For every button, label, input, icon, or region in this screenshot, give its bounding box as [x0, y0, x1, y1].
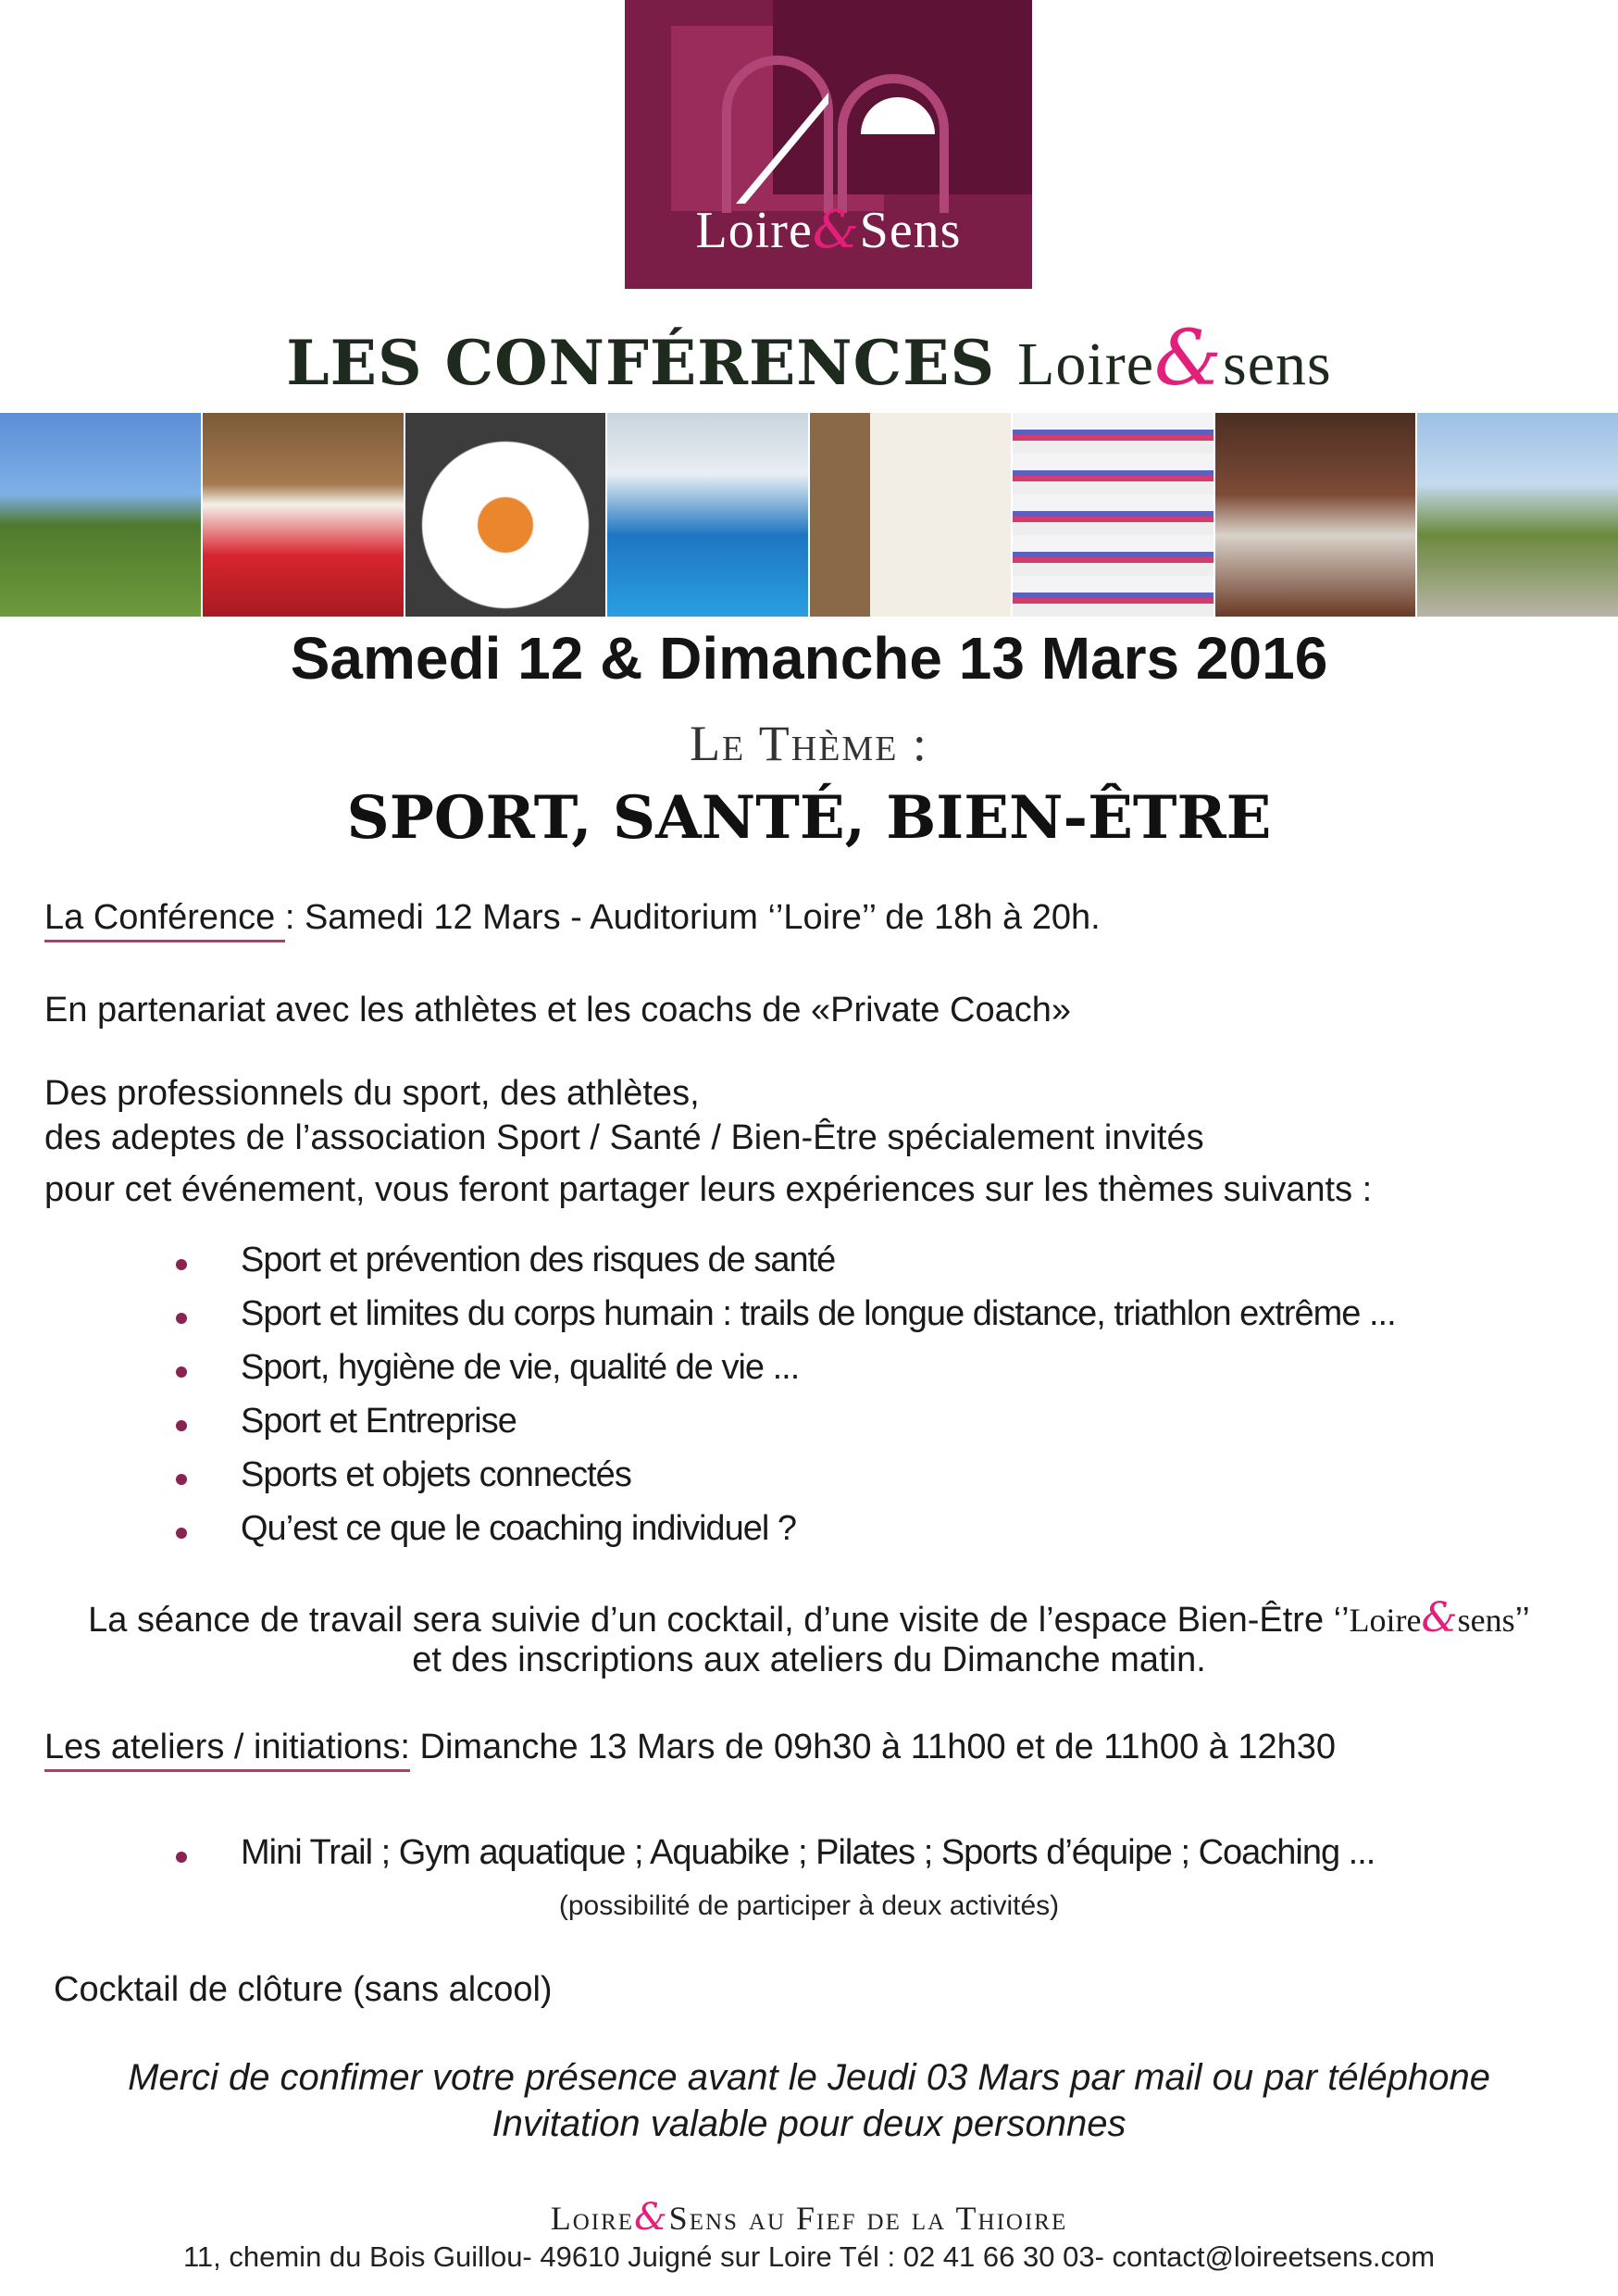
intro-line-2: des adeptes de l’association Sport / Santé / Bien-Être spécialement invités: [44, 1118, 1204, 1157]
conference-details: : Samedi 12 Mars - Auditorium ‘’Loire’’ de 18h à 20h.: [284, 898, 1101, 937]
conference-label: La Conférence: [44, 898, 285, 942]
list-item: Mini Trail ; Gym aquatique ; Aquabike ; Pilates ; Sports d’équipe ; Coaching ...: [176, 1833, 1375, 1887]
logo-word-2: Sens: [859, 202, 962, 259]
title-text: LES CONFÉRENCES: [286, 327, 996, 399]
hotel-room-photo: [810, 413, 1011, 617]
list-item: Sports et objets connectés: [176, 1455, 1396, 1509]
ateliers-label: Les ateliers / initiations:: [44, 1728, 410, 1772]
followup-prefix: La séance de travail sera suivie d’un cocktail, d’une visite de l’espace Bien-Être ‘’: [88, 1601, 1350, 1640]
closing-cocktail: Cocktail de clôture (sans alcool): [54, 1970, 553, 2009]
theme-list: [176, 1241, 1396, 1563]
followup-brand-word-1: Loire: [1349, 1602, 1422, 1639]
conference-line: [44, 898, 1101, 938]
followup-ampersand: &: [1421, 1594, 1458, 1641]
contact-line: 11, chemin du Bois Guillou- 49610 Juigné sur Loire Tél : 02 41 66 30 03- contact@loireetsens.com: [182, 2240, 1436, 2273]
followup-line-2: et des inscriptions aux ateliers du Dimanche matin.: [412, 1641, 1206, 1679]
list-item: Sport et limites du corps humain : trails de longue distance, triathlon extrême ...: [176, 1294, 1396, 1348]
exterior-building-photo: [0, 413, 201, 617]
title-brand: [1017, 315, 1332, 403]
title-brand-word-1: Loire: [1017, 331, 1155, 398]
followup-brand: [1349, 1594, 1515, 1641]
page-title: [0, 315, 1618, 403]
ateliers-details: Dimanche 13 Mars de 09h30 à 11h00 et de 11h00 à 12h30: [409, 1728, 1336, 1766]
ateliers-line: [44, 1728, 1336, 1767]
logo-wordmark: [625, 200, 1032, 260]
theme-title: SPORT, SANTÉ, BIEN-ÊTRE: [346, 783, 1272, 853]
list-item: Qu’est ce que le coaching individuel ?: [176, 1509, 1396, 1563]
partnership-line: En partenariat avec les athlètes et les coachs de «Private Coach»: [44, 991, 1071, 1029]
theme-label: Le Thème :: [690, 716, 928, 771]
list-item: Sport et Entreprise: [176, 1402, 1396, 1455]
auditorium-seats-photo: [1013, 413, 1214, 617]
logo-ampersand: &: [812, 200, 860, 260]
photo-strip: [0, 413, 1618, 617]
followup-brand-word-2: sens: [1457, 1602, 1515, 1639]
logo-arch-left: [722, 56, 833, 213]
rsvp-line-1: Merci de confimer votre présence avant le Jeudi 03 Mars par mail ou par téléphone: [128, 2057, 1490, 2098]
intro-line-1: Des professionnels du sport, des athlètes,: [44, 1074, 700, 1113]
garden-bridge-photo: [1417, 413, 1618, 617]
followup-line-1: [0, 1594, 1618, 1641]
logo-word-1: Loire: [695, 202, 813, 259]
venue-word-1: Loire: [550, 2200, 635, 2237]
venue-ampersand: &: [634, 2196, 669, 2239]
meeting-room-photo: [1215, 413, 1416, 617]
title-brand-word-2: sens: [1223, 331, 1332, 398]
list-item: Sport et prévention des risques de santé: [176, 1241, 1396, 1294]
activity-list: [176, 1833, 1375, 1887]
activity-note: (possibilité de participer à deux activités): [558, 1890, 1060, 1921]
indoor-pool-photo: [607, 413, 808, 617]
event-dates: Samedi 12 & Dimanche 13 Mars 2016: [290, 625, 1328, 692]
list-item: Sport, hygiène de vie, qualité de vie ...: [176, 1348, 1396, 1402]
logo-arch-right: [838, 74, 949, 213]
rsvp-line-2: Invitation valable pour deux personnes: [492, 2103, 1126, 2144]
title-brand-ampersand: &: [1154, 315, 1224, 403]
brand-logo: [625, 0, 1032, 289]
intro-line-3: pour cet événement, vous feront partager leurs expériences sur les thèmes suivants :: [44, 1170, 1373, 1209]
venue-word-2: Sens au Fief de la Thioire: [668, 2200, 1068, 2237]
barn-conference-room-photo: [203, 413, 404, 617]
gourmet-plate-photo: [405, 413, 606, 617]
venue-line: [0, 2196, 1618, 2239]
followup-suffix: ’’: [1514, 1601, 1530, 1640]
